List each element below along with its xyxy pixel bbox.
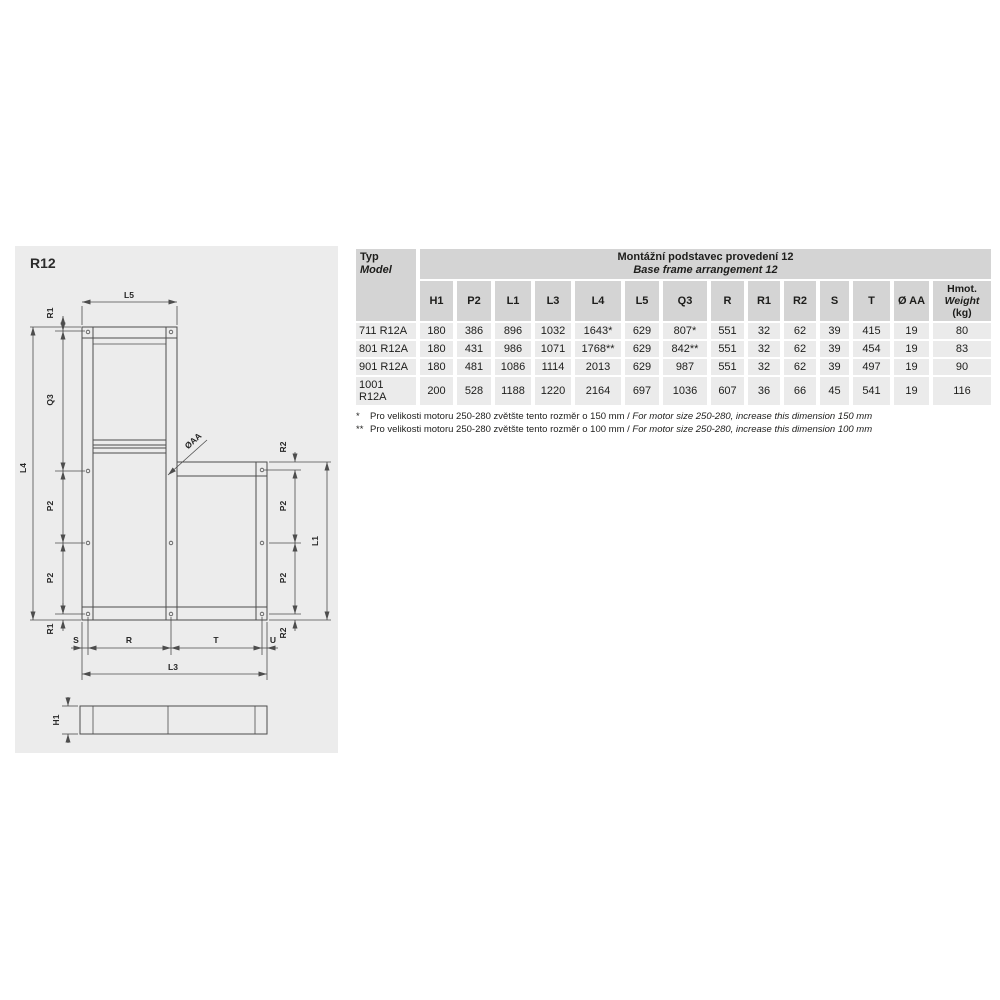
dimensions-right (264, 441, 331, 638)
cell-value: 415 (853, 323, 890, 339)
table-row (356, 323, 991, 339)
cell-value: 116 (933, 377, 991, 405)
dim-label-u: U (269, 635, 277, 645)
footnote-2-text: Pro velikosti motoru 250-280 zvětšte tento rozměr o 100 mm / For motor size 250-280, increase this dimension 100 mm (370, 423, 873, 435)
mounting-holes (86, 330, 264, 616)
model-label: Model (360, 264, 392, 276)
weight-header-cz: Hmot. (947, 283, 977, 295)
dim-label-r: R (125, 635, 133, 645)
col-header-l3: L3 (535, 281, 571, 321)
col-header-r2: R2 (784, 281, 816, 321)
cell-value: 629 (625, 341, 659, 357)
cell-value: 62 (784, 323, 816, 339)
col-header-r1: R1 (748, 281, 780, 321)
col-header-t: T (853, 281, 890, 321)
cell-model: 901 R12A (356, 359, 416, 375)
group-header-en: Base frame arrangement 12 (633, 264, 778, 276)
side-view (51, 697, 267, 743)
cell-value: 39 (820, 359, 849, 375)
cell-value: 32 (748, 323, 780, 339)
dimension-l5 (82, 290, 177, 325)
cell-value: 1188 (495, 377, 531, 405)
footnote-1 (356, 411, 872, 424)
cell-value: 90 (933, 359, 991, 375)
dim-label-l3: L3 (168, 662, 178, 672)
table-group-header-row (356, 249, 991, 279)
cell-value: 431 (457, 341, 491, 357)
cell-value: 697 (625, 377, 659, 405)
footnote-1-marker: * (356, 411, 360, 422)
cell-value: 180 (420, 341, 453, 357)
cell-value: 1086 (495, 359, 531, 375)
cell-value: 200 (420, 377, 453, 405)
dimensions-left (18, 307, 85, 634)
col-header-p2: P2 (457, 281, 491, 321)
cell-value: 19 (894, 341, 929, 357)
diagram-panel (15, 246, 338, 753)
col-header-weight (933, 281, 991, 321)
dim-label-s: S (73, 635, 79, 645)
cell-value: 66 (784, 377, 816, 405)
dim-label-oaa: ØAA (182, 430, 204, 451)
table-column-header-row (356, 281, 991, 321)
dim-label-h1: H1 (51, 714, 61, 726)
cell-value: 1114 (535, 359, 571, 375)
dim-label-t: T (213, 635, 219, 645)
cell-value: 1032 (535, 323, 571, 339)
cell-value: 1071 (535, 341, 571, 357)
cell-value: 83 (933, 341, 991, 357)
cell-model: 801 R12A (356, 341, 416, 357)
col-header-oaa: Ø AA (894, 281, 929, 321)
footnote-2 (356, 424, 872, 437)
dim-label-r2-bottom: R2 (278, 627, 288, 639)
footnotes (356, 411, 872, 436)
cell-value: 842** (663, 341, 707, 357)
cell-value: 497 (853, 359, 890, 375)
cell-value: 1036 (663, 377, 707, 405)
cell-value: 1768** (575, 341, 621, 357)
frame-members (82, 327, 267, 620)
cell-value: 19 (894, 359, 929, 375)
base-frame-diagram (15, 246, 338, 753)
cell-value: 807* (663, 323, 707, 339)
col-header-s: S (820, 281, 849, 321)
cell-value: 987 (663, 359, 707, 375)
dim-label-q3: Q3 (45, 394, 55, 406)
cell-value: 629 (625, 359, 659, 375)
table-row (356, 341, 991, 357)
cell-value: 2013 (575, 359, 621, 375)
cell-value: 32 (748, 341, 780, 357)
cell-value: 39 (820, 323, 849, 339)
cell-value: 1220 (535, 377, 571, 405)
cell-value: 551 (711, 359, 744, 375)
cell-value: 36 (748, 377, 780, 405)
spec-table (352, 247, 995, 407)
dim-label-r1-top: R1 (45, 307, 55, 319)
diagram-title: R12 (30, 255, 56, 271)
cell-value: 45 (820, 377, 849, 405)
cell-value: 551 (711, 341, 744, 357)
col-header-q3: Q3 (663, 281, 707, 321)
group-header-cz: Montážní podstavec provedení 12 (617, 251, 794, 263)
cell-value: 180 (420, 359, 453, 375)
dim-label-p2-right-lower: P2 (278, 572, 288, 584)
cell-value: 19 (894, 323, 929, 339)
dim-label-l1: L1 (310, 536, 320, 546)
cell-value: 2164 (575, 377, 621, 405)
col-header-r: R (711, 281, 744, 321)
col-header-l5: L5 (625, 281, 659, 321)
typ-label: Typ (360, 251, 379, 263)
cell-value: 528 (457, 377, 491, 405)
table-row (356, 377, 991, 405)
cell-value: 386 (457, 323, 491, 339)
dim-label-l4: L4 (18, 463, 28, 473)
cell-value: 454 (853, 341, 890, 357)
cell-value: 180 (420, 323, 453, 339)
cell-model: 711 R12A (356, 323, 416, 339)
cell-value: 551 (711, 323, 744, 339)
cell-value: 629 (625, 323, 659, 339)
col-header-h1: H1 (420, 281, 453, 321)
cell-value: 896 (495, 323, 531, 339)
col-header-l1: L1 (495, 281, 531, 321)
dim-label-p2-left-upper: P2 (45, 500, 55, 512)
dimensions-bottom (71, 617, 278, 680)
dim-label-p2-right-upper: P2 (278, 500, 288, 512)
cell-value: 1643* (575, 323, 621, 339)
table-row (356, 359, 991, 375)
dim-label-l5: L5 (124, 290, 134, 300)
cell-value: 32 (748, 359, 780, 375)
dimension-oaa (168, 431, 207, 475)
cell-value: 541 (853, 377, 890, 405)
cell-value: 62 (784, 341, 816, 357)
col-header-l4: L4 (575, 281, 621, 321)
cell-value: 986 (495, 341, 531, 357)
cell-value: 607 (711, 377, 744, 405)
footnote-2-marker: ** (356, 423, 364, 435)
dim-label-r2-top: R2 (278, 441, 288, 453)
dim-label-r1-bottom: R1 (45, 623, 55, 635)
weight-header-en: Weight (944, 295, 980, 307)
dim-label-p2-left-lower: P2 (45, 572, 55, 584)
weight-header-unit: (kg) (952, 307, 972, 319)
group-header-cell (420, 249, 991, 279)
footnote-1-text: Pro velikosti motoru 250-280 zvětšte tento rozměr o 150 mm / For motor size 250-280, increase this dimension 150 mm (370, 411, 873, 422)
cell-value: 62 (784, 359, 816, 375)
cell-value: 80 (933, 323, 991, 339)
cell-value: 481 (457, 359, 491, 375)
cell-model: 1001 R12A (356, 377, 416, 405)
cell-value: 19 (894, 377, 929, 405)
typ-model-header-cell (356, 249, 416, 321)
cell-value: 39 (820, 341, 849, 357)
